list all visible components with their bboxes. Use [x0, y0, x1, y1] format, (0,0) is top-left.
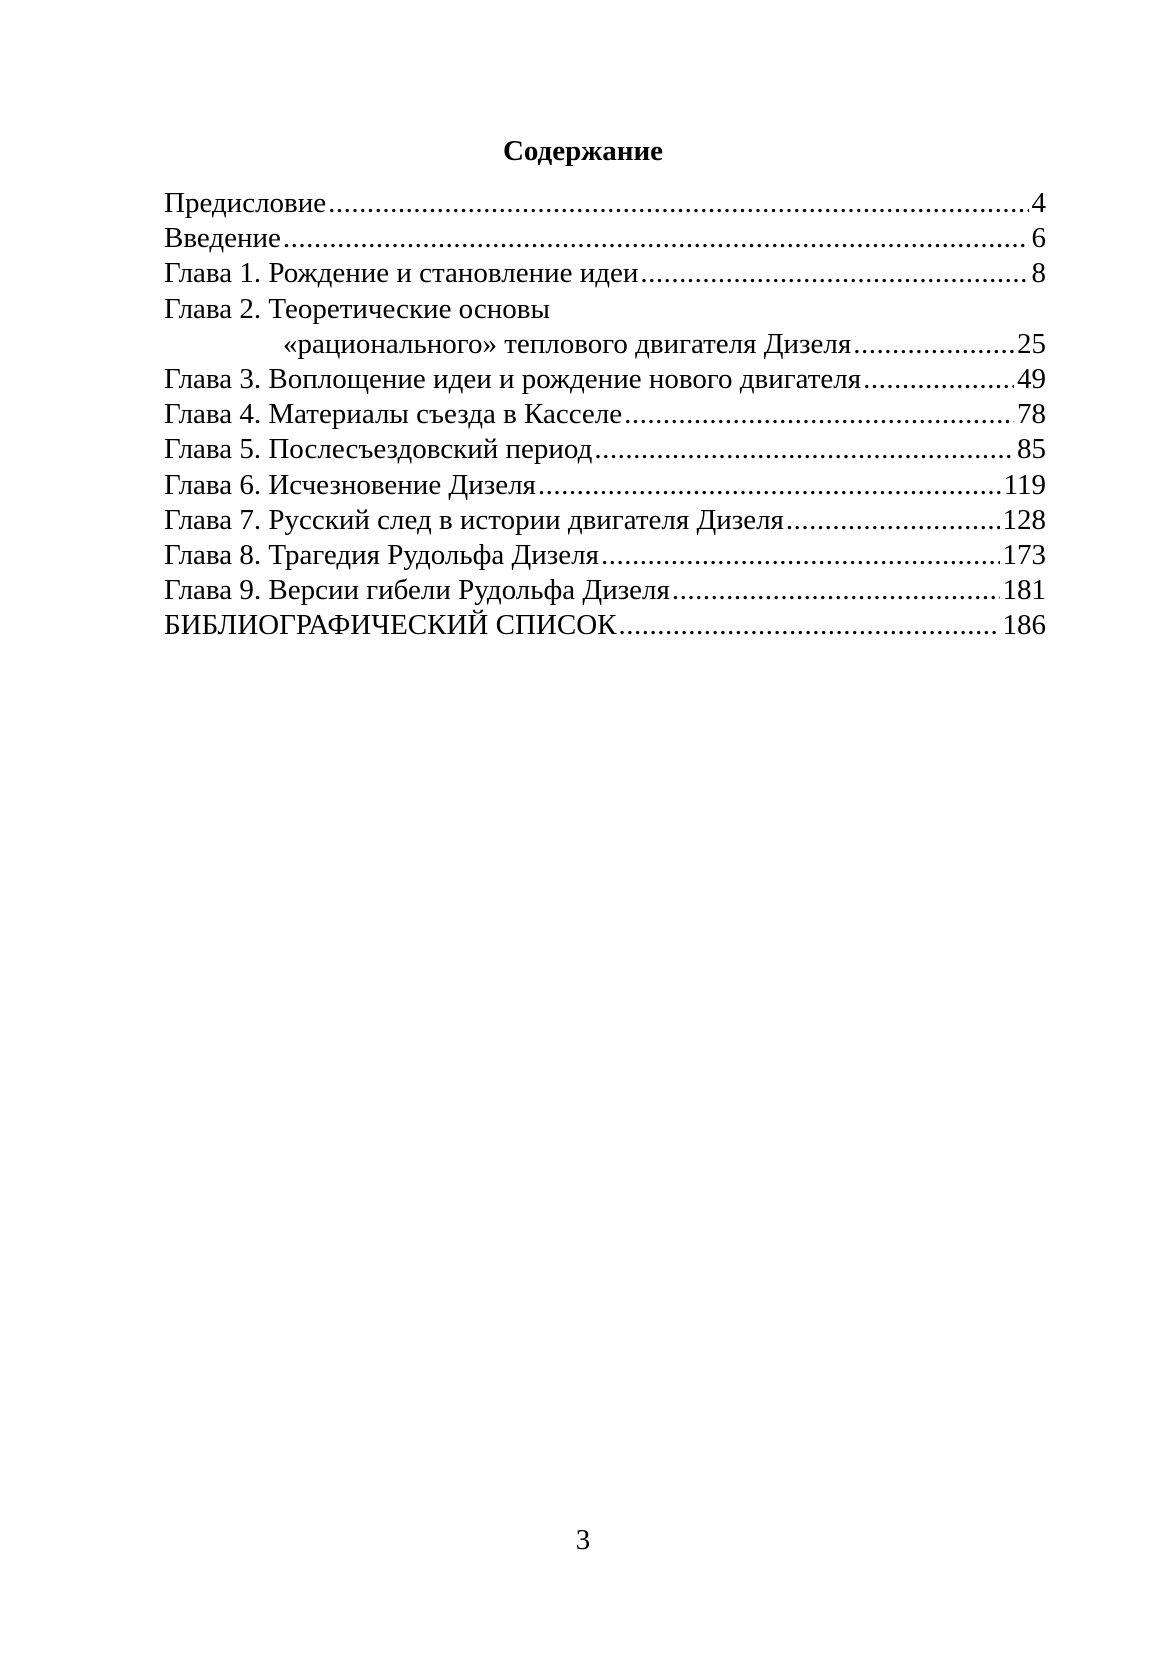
dot-leader [786, 503, 1000, 538]
toc-entry-chapter-1 [164, 256, 1046, 291]
toc-entry-label: Глава 6. Исчезновение Дизеля [164, 468, 536, 501]
toc-entry-chapter-5 [164, 432, 1046, 467]
toc-entry-label: Предисловие [164, 187, 327, 219]
toc-entry-chapter-9 [164, 573, 1046, 608]
toc-entry-label: Глава 4. Материалы съезда в Касселе [164, 398, 623, 431]
toc-entry-page: 119 [1003, 468, 1046, 501]
toc-entry-page: 78 [1017, 398, 1046, 431]
toc-entry-label: Глава 7. Русский след в истории двигателя Дизеля [164, 503, 784, 536]
page-number: 3 [575, 1524, 591, 1556]
toc-entry-label: Глава 1. Рождение и становление идеи [164, 257, 639, 290]
toc-entry-chapter-3 [164, 362, 1046, 397]
dot-leader [601, 538, 1000, 573]
toc-entry-continuation: «рационального» теплового двигателя Дизеля [283, 327, 852, 360]
dot-leader [863, 362, 1014, 397]
dot-leader [853, 327, 1014, 362]
toc-entry-label: Глава 8. Трагедия Рудольфа Дизеля [164, 539, 599, 572]
toc-entry-chapter-6 [164, 468, 1046, 503]
dot-leader [594, 432, 1014, 467]
toc-entry-page: 25 [1017, 327, 1046, 360]
toc-entry-bibliography [164, 608, 1046, 643]
dot-leader [283, 221, 1029, 256]
toc-entry-label: Глава 5. Послесъездовский период [164, 433, 593, 466]
toc-entry-chapter-8 [164, 538, 1046, 573]
toc-entry-chapter-7 [164, 503, 1046, 538]
toc-entry-label: Глава 2. Теоретические основы [164, 292, 550, 325]
dot-leader [640, 256, 1028, 291]
toc-entry-page: 85 [1017, 433, 1046, 466]
toc-entry-label: Глава 3. Воплощение идеи и рождение нового двигателя [164, 363, 862, 396]
toc-entry-label: БИБЛИОГРАФИЧЕСКИЙ СПИСОК [164, 609, 617, 642]
toc-entry-page: 4 [1031, 187, 1046, 219]
toc-entry-page: 49 [1017, 363, 1046, 396]
toc-entry-page: 6 [1031, 222, 1046, 255]
dot-leader [672, 573, 1000, 608]
toc-entry-preface [164, 186, 1046, 221]
dot-leader [538, 468, 1001, 503]
dot-leader [618, 608, 999, 643]
dot-leader [624, 397, 1014, 432]
toc-entry-page: 128 [1002, 503, 1046, 536]
page-title: Содержание [502, 135, 664, 167]
toc-entry-label: Введение [164, 222, 281, 255]
toc-entry-page: 173 [1002, 539, 1046, 572]
table-of-contents [164, 186, 1046, 644]
toc-entry-chapter-4 [164, 397, 1046, 432]
toc-entry-label: Глава 9. Версии гибели Рудольфа Дизеля [164, 574, 670, 607]
toc-entry-chapter-2 [164, 292, 1046, 362]
toc-entry-introduction [164, 221, 1046, 256]
toc-entry-continuation-line [164, 327, 1046, 362]
toc-entry-page: 186 [1002, 609, 1046, 642]
toc-entry-page: 181 [1002, 574, 1046, 607]
dot-leader [328, 186, 1028, 221]
toc-entry-page: 8 [1031, 257, 1046, 290]
